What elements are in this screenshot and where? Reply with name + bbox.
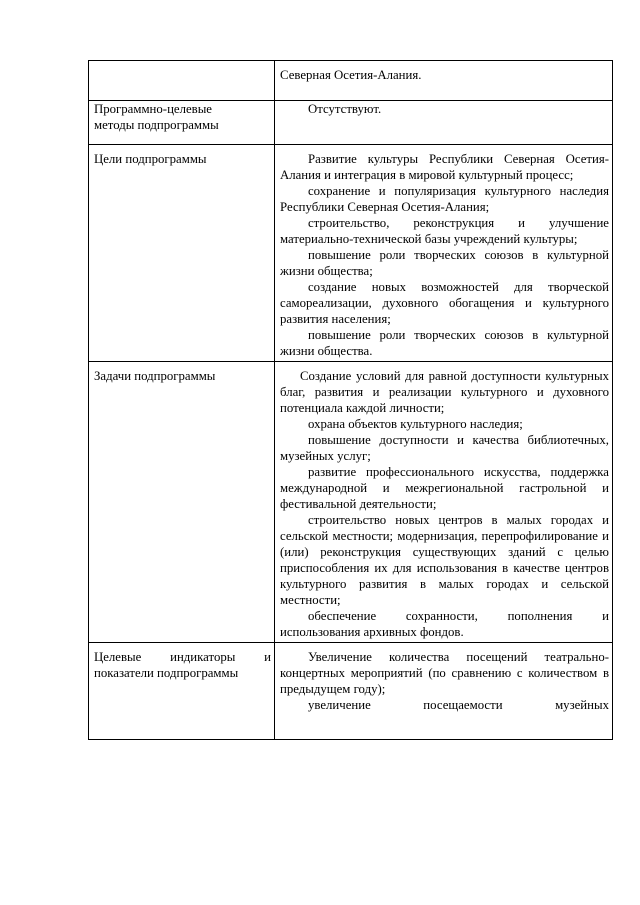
paragraph: повышение роли творческих союзов в культурной жизни общества; (280, 248, 609, 278)
row-label-empty (89, 61, 275, 101)
row-content (275, 145, 613, 362)
paragraph: строительство, реконструкция и улучшение материально-технической базы учреждений культуры; (280, 216, 609, 246)
row-content (275, 362, 613, 643)
table-row (89, 145, 613, 362)
row-content (275, 643, 613, 740)
subprogram-passport-table (88, 60, 613, 740)
paragraph: развитие профессионального искусства, поддержка международной и межрегиональной гастрольной и фестивальной деятельности; (280, 465, 609, 511)
paragraph: Развитие культуры Республики Северная Осетия-Алания и интеграция в мировой культурный процесс; (280, 152, 609, 182)
paragraph: Создание условий для равной доступности культурных благ, развития и реализации культурного и духовного потенциала каждой личности; (280, 369, 609, 415)
table-row (89, 61, 613, 101)
table-row (89, 101, 613, 145)
paragraph: сохранение и популяризация культурного наследия Республики Северная Осетия-Алания; (280, 184, 609, 214)
row-label-methods (89, 101, 275, 145)
paragraph: повышение роли творческих союзов в культурной жизни общества. (280, 328, 609, 358)
paragraph: создание новых возможностей для творческой самореализации, духовного обогащения и культурного развития населения; (280, 280, 609, 326)
row-label-tasks: Задачи подпрограммы (89, 362, 275, 643)
row-content (275, 101, 613, 145)
row-content (275, 61, 613, 101)
row-label-indicators (89, 643, 275, 740)
paragraph: обеспечение сохранности, пополнения и использования архивных фондов. (280, 609, 609, 639)
paragraph: Отсутствуют. (308, 102, 382, 116)
table-row (89, 362, 613, 643)
paragraph: охрана объектов культурного наследия; (308, 417, 523, 431)
paragraph: повышение доступности и качества библиотечных, музейных услуг; (280, 433, 609, 463)
label-line: Программно-целевые (94, 102, 212, 116)
table-row (89, 643, 613, 740)
paragraph: Северная Осетия-Алания. (280, 68, 422, 82)
label-line: методы подпрограммы (94, 118, 219, 132)
row-label-goals: Цели подпрограммы (89, 145, 275, 362)
paragraph: увеличение посещаемости музейных (308, 698, 609, 712)
paragraph: строительство новых центров в малых городах и сельской местности; модернизация, перепрофилирование и (или) реконструкция существующих зданий с целью приспособления их для использования в качестве центров культурного развития в малых городах и сельской местности; (280, 513, 609, 607)
paragraph: Увеличение количества посещений театрально-концертных мероприятий (по сравнению с количеством в предыдущем году); (280, 650, 609, 696)
label-line: Целевые индикаторы и (94, 650, 271, 664)
label-line: показатели подпрограммы (94, 666, 239, 680)
